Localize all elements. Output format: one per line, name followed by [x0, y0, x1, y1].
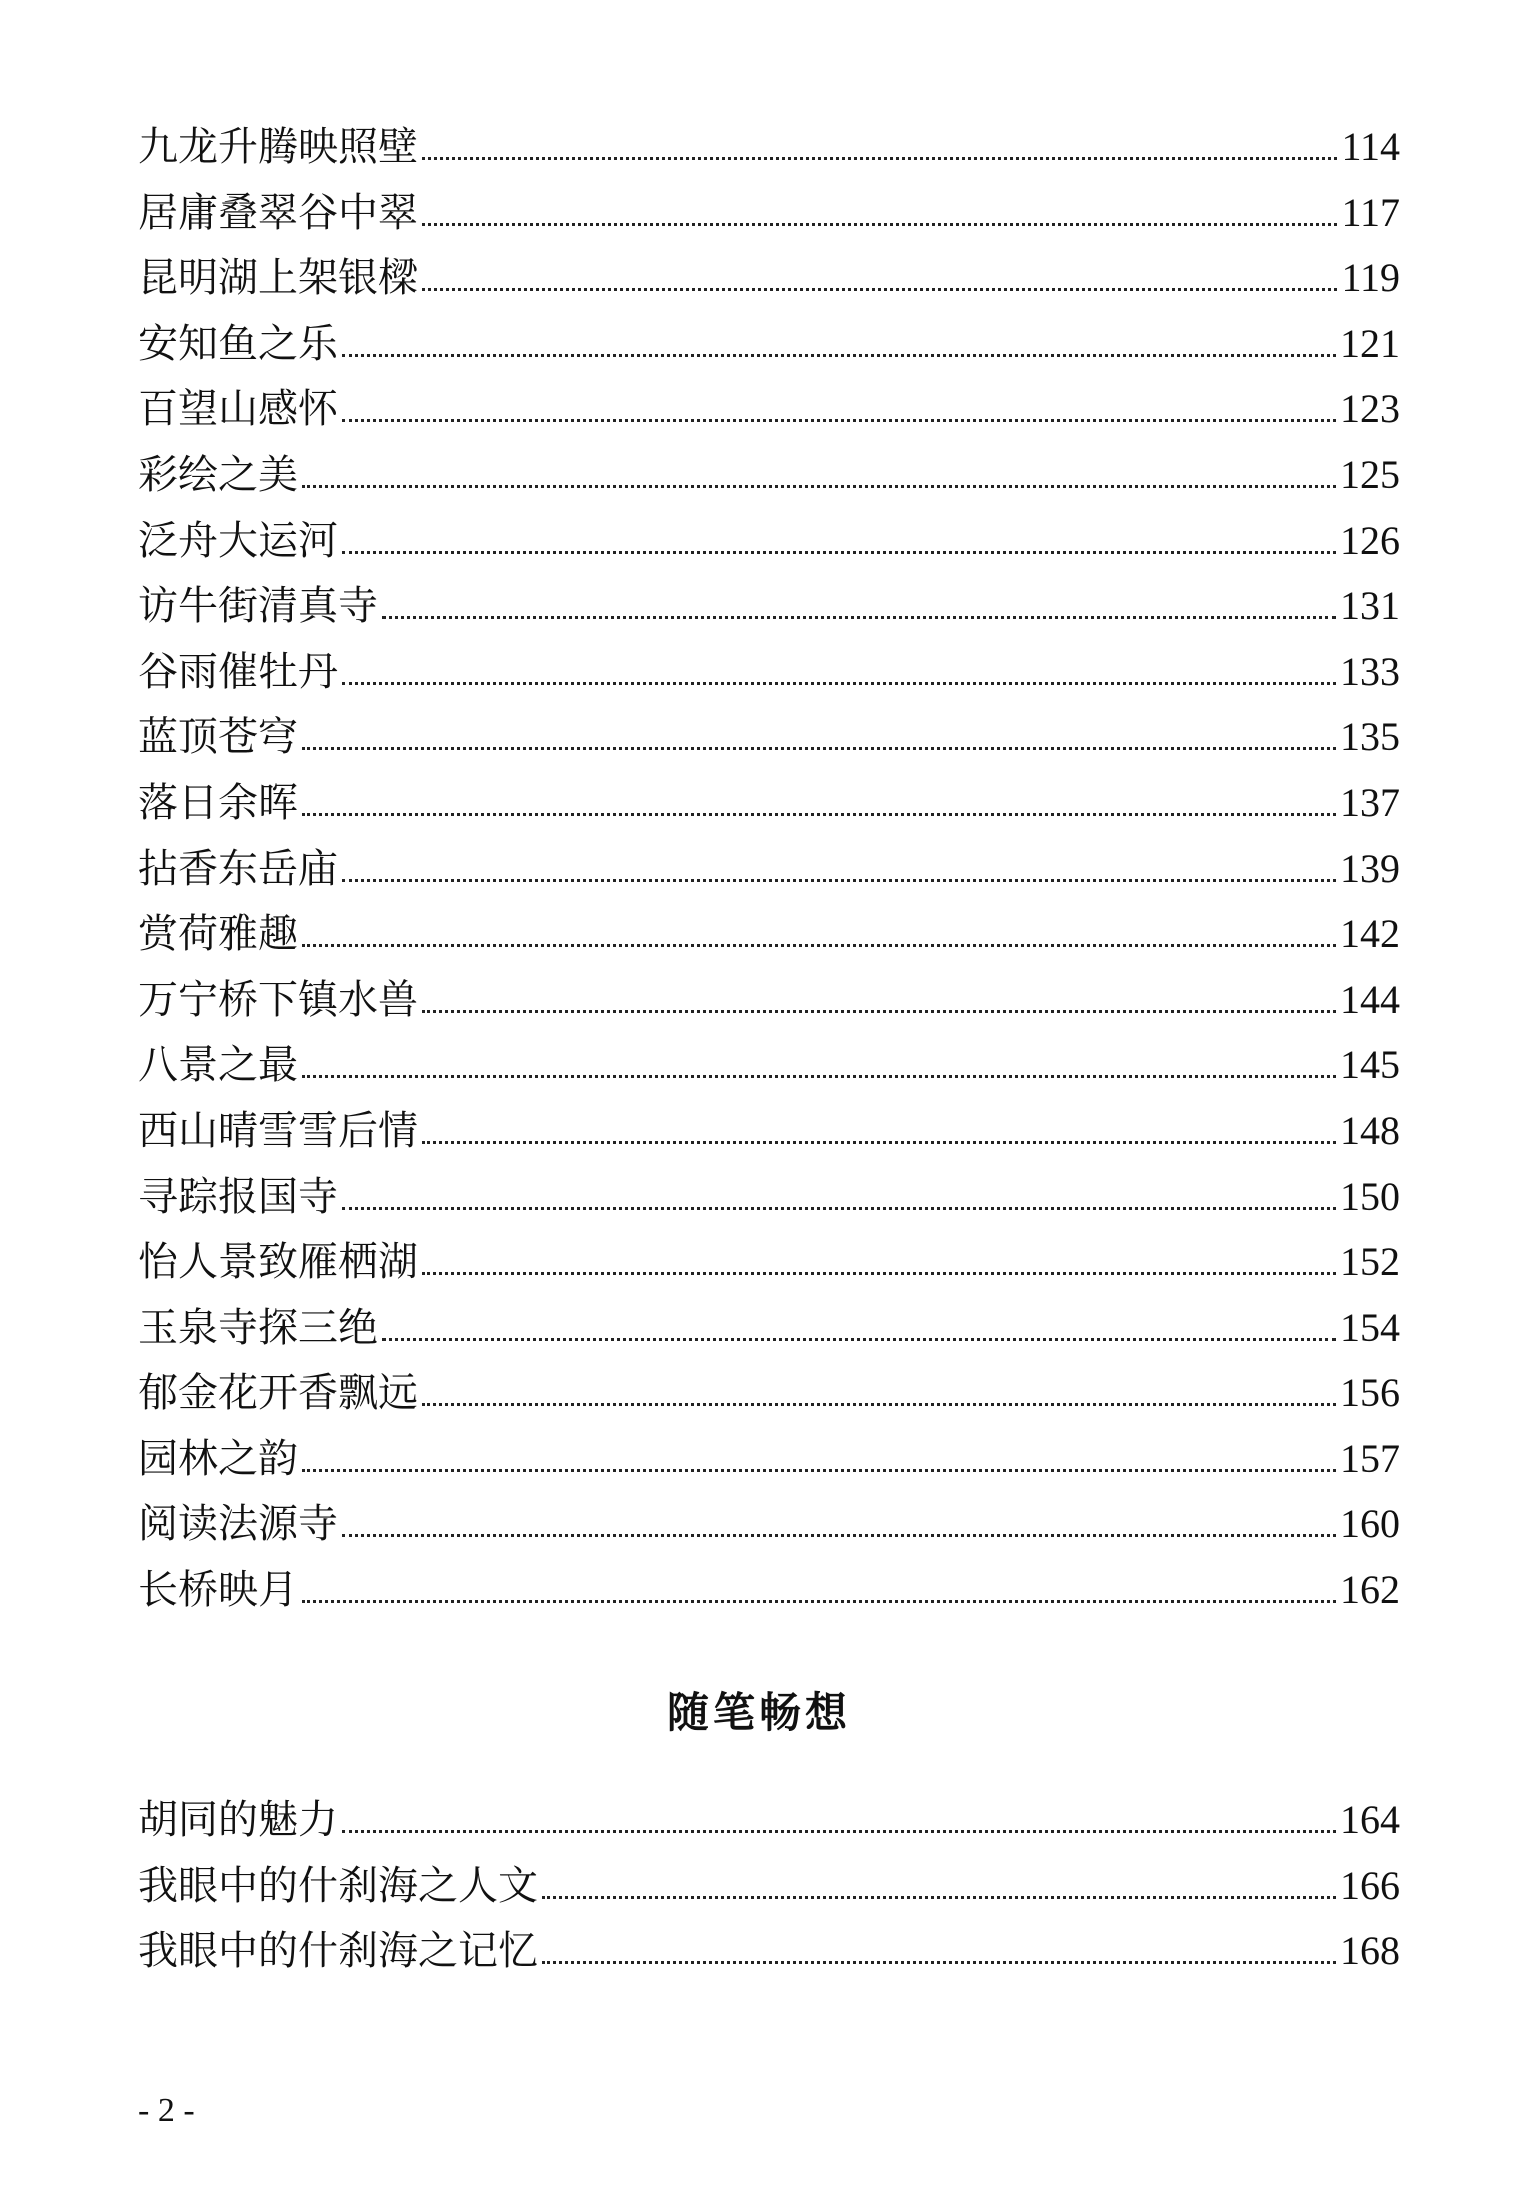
toc-entry-page-number: 164	[1340, 1797, 1400, 1842]
dot-leader	[422, 1010, 1336, 1013]
toc-entry-page-number: 162	[1340, 1567, 1400, 1613]
toc-entry-title: 落日余晖	[138, 779, 298, 826]
toc-entry[interactable]	[138, 1787, 1400, 1853]
toc-entry-page-number: 154	[1340, 1304, 1400, 1350]
toc-entry-title: 我眼中的什刹海之记忆	[138, 1928, 538, 1975]
toc-entry-page-number: 126	[1340, 517, 1400, 563]
toc-entry-page-number: 156	[1340, 1370, 1400, 1416]
toc-entry-page-number: 144	[1340, 976, 1400, 1022]
dot-leader	[302, 1075, 1336, 1078]
toc-list-top	[138, 114, 1400, 1623]
dot-leader	[302, 1469, 1336, 1472]
toc-entry-title: 西山晴雪雪后情	[138, 1107, 418, 1154]
dot-leader	[342, 879, 1336, 882]
toc-entry[interactable]	[138, 376, 1400, 442]
toc-entry-title: 泛舟大运河	[138, 517, 338, 564]
toc-entry-title: 胡同的魅力	[138, 1797, 338, 1843]
dot-leader	[542, 1961, 1336, 1964]
toc-entry-page-number: 135	[1340, 714, 1400, 760]
toc-entry[interactable]	[138, 704, 1400, 770]
toc-entry[interactable]	[138, 1229, 1400, 1295]
toc-entry[interactable]	[138, 114, 1400, 180]
toc-entry-page-number: 152	[1340, 1239, 1400, 1285]
toc-entry[interactable]	[138, 1032, 1400, 1098]
dot-leader	[302, 813, 1336, 816]
toc-entry-page-number: 123	[1340, 386, 1400, 432]
toc-entry[interactable]	[138, 442, 1400, 508]
toc-list-bottom	[138, 1787, 1400, 1984]
dot-leader	[302, 944, 1336, 947]
toc-entry[interactable]	[138, 1557, 1400, 1623]
dot-leader	[382, 1338, 1336, 1341]
toc-entry-title: 昆明湖上架银樑	[138, 255, 418, 302]
toc-entry[interactable]	[138, 245, 1400, 311]
toc-entry[interactable]	[138, 901, 1400, 967]
toc-entry-page-number: 139	[1340, 845, 1400, 891]
dot-leader	[342, 1207, 1336, 1210]
toc-entry-title: 郁金花开香飘远	[138, 1370, 418, 1417]
dot-leader	[342, 551, 1336, 554]
toc-entry-title: 寻踪报国寺	[138, 1173, 338, 1220]
toc-entry[interactable]	[138, 573, 1400, 639]
dot-leader	[342, 1830, 1336, 1833]
toc-entry-page-number: 157	[1340, 1435, 1400, 1481]
toc-entry-page-number: 142	[1340, 911, 1400, 957]
toc-entry-page-number: 160	[1340, 1501, 1400, 1547]
dot-leader	[422, 223, 1337, 226]
dot-leader	[422, 157, 1337, 160]
toc-entry[interactable]	[138, 1918, 1400, 1984]
toc-entry-title: 彩绘之美	[138, 451, 298, 498]
toc-entry[interactable]	[138, 836, 1400, 902]
toc-entry-title: 玉泉寺探三绝	[138, 1304, 378, 1351]
toc-entry[interactable]	[138, 1164, 1400, 1230]
toc-entry[interactable]	[138, 508, 1400, 574]
toc-entry-page-number: 121	[1340, 320, 1400, 366]
toc-entry-page-number: 114	[1341, 124, 1400, 169]
toc-entry-title: 万宁桥下镇水兽	[138, 976, 418, 1023]
toc-entry[interactable]	[138, 180, 1400, 246]
toc-entry-title: 怡人景致雁栖湖	[138, 1239, 418, 1286]
toc-entry-title: 访牛街清真寺	[138, 583, 378, 630]
toc-entry[interactable]	[138, 967, 1400, 1033]
dot-leader	[422, 288, 1337, 291]
toc-entry-title: 安知鱼之乐	[138, 320, 338, 367]
toc-entry[interactable]	[138, 1491, 1400, 1557]
toc-entry-page-number: 133	[1340, 648, 1400, 694]
toc-entry-title: 谷雨催牡丹	[138, 648, 338, 695]
page-number: - 2 -	[138, 2092, 195, 2129]
dot-leader	[342, 682, 1336, 685]
toc-entry-page-number: 137	[1340, 779, 1400, 825]
toc-entry[interactable]	[138, 1098, 1400, 1164]
dot-leader	[422, 1272, 1336, 1275]
toc-entry[interactable]	[138, 1426, 1400, 1492]
toc-entry-title: 居庸叠翠谷中翠	[138, 189, 418, 236]
toc-entry-title: 百望山感怀	[138, 386, 338, 433]
dot-leader	[422, 1141, 1336, 1144]
toc-entry-page-number: 166	[1340, 1862, 1400, 1908]
toc-entry[interactable]	[138, 639, 1400, 705]
toc-entry-page-number: 117	[1341, 189, 1400, 235]
toc-entry-title: 阅读法源寺	[138, 1501, 338, 1548]
section-heading: 随笔畅想	[666, 1688, 851, 1737]
toc-entry-title: 九龙升腾映照壁	[138, 124, 418, 170]
toc-entry[interactable]	[138, 770, 1400, 836]
toc-entry-page-number: 148	[1340, 1107, 1400, 1153]
toc-entry[interactable]	[138, 1853, 1400, 1919]
dot-leader	[302, 747, 1336, 750]
toc-entry-title: 拈香东岳庙	[138, 845, 338, 892]
toc-entry-page-number: 168	[1340, 1928, 1400, 1974]
toc-entry-title: 蓝顶苍穹	[138, 714, 298, 761]
dot-leader	[342, 354, 1336, 357]
toc-entry-title: 我眼中的什刹海之人文	[138, 1862, 538, 1909]
dot-leader	[342, 1534, 1336, 1537]
toc-entry[interactable]	[138, 1295, 1400, 1361]
toc-entry-page-number: 150	[1340, 1173, 1400, 1219]
toc-entry-title: 赏荷雅趣	[138, 911, 298, 958]
dot-leader	[422, 1403, 1336, 1406]
dot-leader	[302, 485, 1336, 488]
dot-leader	[342, 419, 1336, 422]
toc-entry[interactable]	[138, 1360, 1400, 1426]
dot-leader	[382, 616, 1336, 619]
toc-entry-page-number: 145	[1340, 1042, 1400, 1088]
toc-entry-title: 长桥映月	[138, 1567, 298, 1614]
toc-entry-page-number: 125	[1340, 451, 1400, 497]
dot-leader	[302, 1600, 1336, 1603]
dot-leader	[542, 1896, 1336, 1899]
toc-entry-page-number: 119	[1341, 255, 1400, 301]
toc-entry[interactable]	[138, 311, 1400, 377]
toc-entry-title: 园林之韵	[138, 1435, 298, 1482]
toc-entry-page-number: 131	[1340, 583, 1400, 629]
toc-entry-title: 八景之最	[138, 1042, 298, 1089]
